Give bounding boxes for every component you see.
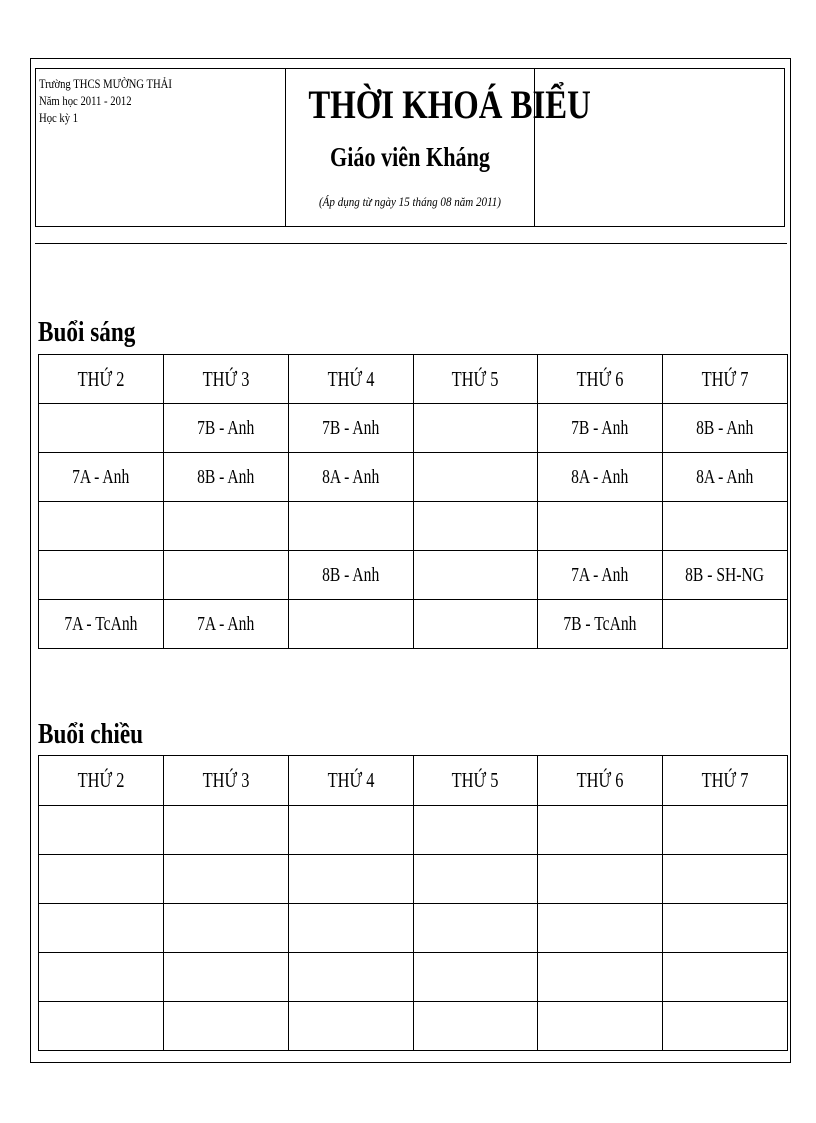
school-info [36, 69, 286, 226]
schedule-cell [289, 453, 414, 502]
schedule-cell [289, 953, 414, 1002]
day-header [414, 756, 538, 806]
class-subject: 7B - Anh [322, 416, 380, 439]
effective-date-note: (Áp dụng từ ngày 15 tháng 08 năm 2011) [318, 194, 501, 209]
schedule-cell [164, 855, 289, 904]
schedule-cell [289, 600, 414, 649]
schedule-cell [164, 502, 289, 551]
day-header [414, 355, 538, 404]
day-header [663, 355, 788, 404]
class-subject: 8B - Anh [322, 563, 380, 586]
schedule-cell [538, 502, 663, 551]
afternoon-label: Buổi chiều [38, 718, 144, 750]
day-header [663, 756, 788, 806]
day-header [289, 756, 414, 806]
schedule-cell [289, 806, 414, 855]
schedule-cell [538, 904, 663, 953]
schedule-cell [289, 404, 414, 453]
day-header-label: THỨ 4 [327, 768, 375, 792]
schedule-cell [39, 404, 164, 453]
table-row [39, 453, 788, 502]
schedule-cell [663, 551, 788, 600]
schedule-cell [538, 453, 663, 502]
day-header-label: THỨ 7 [701, 366, 749, 391]
day-header [164, 355, 289, 404]
class-subject: 7B - TcAnh [563, 612, 637, 635]
table-row [39, 806, 788, 855]
schedule-cell [414, 600, 538, 649]
title-block [286, 69, 591, 226]
school-name: Trường THCS MƯỜNG THẢI [39, 76, 172, 91]
afternoon-header-row [39, 756, 788, 806]
schedule-cell [663, 1002, 788, 1051]
class-subject: 7A - Anh [72, 465, 130, 488]
schedule-cell [663, 953, 788, 1002]
schedule-cell [663, 404, 788, 453]
schedule-cell [39, 453, 164, 502]
schedule-cell [289, 855, 414, 904]
schedule-cell [663, 855, 788, 904]
day-header-label: THỨ 3 [202, 768, 250, 792]
class-subject: 8B - Anh [197, 465, 255, 488]
schedule-cell [164, 600, 289, 649]
table-row [39, 855, 788, 904]
semester: Học kỳ 1 [39, 110, 79, 125]
afternoon-schedule-table [38, 755, 788, 1051]
day-header-label: THỨ 6 [576, 768, 624, 792]
schedule-cell [538, 1002, 663, 1051]
schedule-cell [414, 453, 538, 502]
schedule-cell [538, 855, 663, 904]
schedule-cell [164, 904, 289, 953]
day-header-label: THỨ 4 [327, 366, 375, 391]
schedule-cell [414, 855, 538, 904]
morning-body [39, 404, 788, 649]
schedule-cell [663, 600, 788, 649]
schedule-cell [39, 502, 164, 551]
day-header-label: THỨ 6 [576, 366, 624, 391]
schedule-cell [289, 502, 414, 551]
morning-schedule-table [38, 354, 788, 649]
schedule-cell [289, 551, 414, 600]
day-header [39, 355, 164, 404]
schedule-cell [164, 551, 289, 600]
schedule-cell [414, 806, 538, 855]
class-subject: 8A - Anh [696, 465, 754, 488]
class-subject: 8B - SH-NG [685, 563, 765, 586]
day-header-label: THỨ 7 [701, 768, 749, 792]
class-subject: 8A - Anh [571, 465, 629, 488]
table-row [39, 600, 788, 649]
day-header-label: THỨ 3 [202, 366, 250, 391]
morning-header-row [39, 355, 788, 404]
table-row [39, 904, 788, 953]
schedule-cell [414, 551, 538, 600]
schedule-cell [414, 953, 538, 1002]
day-header-label: THỨ 2 [77, 768, 125, 792]
class-subject: 7A - Anh [571, 563, 629, 586]
class-subject: 8A - Anh [322, 465, 380, 488]
schedule-cell [414, 502, 538, 551]
schedule-cell [39, 806, 164, 855]
table-row [39, 953, 788, 1002]
morning-label: Buổi sáng [38, 316, 136, 348]
schedule-cell [164, 453, 289, 502]
schedule-cell [538, 551, 663, 600]
day-header-label: THỨ 5 [452, 768, 499, 792]
schedule-cell [39, 904, 164, 953]
day-header-label: THỨ 5 [452, 366, 499, 391]
table-row [39, 404, 788, 453]
day-header [538, 756, 663, 806]
schedule-cell [663, 453, 788, 502]
table-row [39, 502, 788, 551]
schedule-cell [39, 1002, 164, 1051]
schedule-cell [164, 953, 289, 1002]
class-subject: 7B - Anh [571, 416, 629, 439]
day-header [164, 756, 289, 806]
schedule-cell [414, 1002, 538, 1051]
schedule-cell [164, 404, 289, 453]
table-row [39, 551, 788, 600]
schedule-cell [663, 806, 788, 855]
day-header [538, 355, 663, 404]
schedule-cell [538, 404, 663, 453]
schedule-cell [39, 855, 164, 904]
schedule-cell [663, 904, 788, 953]
schedule-cell [289, 904, 414, 953]
schedule-cell [164, 806, 289, 855]
schedule-cell [39, 551, 164, 600]
afternoon-body [39, 806, 788, 1051]
schedule-cell [414, 904, 538, 953]
divider [35, 243, 787, 244]
header-box [35, 68, 785, 227]
schedule-cell [663, 502, 788, 551]
schedule-cell [538, 953, 663, 1002]
class-subject: 8B - Anh [696, 416, 754, 439]
schedule-cell [538, 600, 663, 649]
class-subject: 7A - Anh [197, 612, 255, 635]
schedule-cell [39, 953, 164, 1002]
page-title: THỜI KHOÁ BIỂU [308, 82, 591, 127]
day-header [289, 355, 414, 404]
teacher-name: Giáo viên Kháng [330, 142, 490, 172]
schedule-cell [538, 806, 663, 855]
day-header [39, 756, 164, 806]
schedule-cell [164, 1002, 289, 1051]
schedule-cell [289, 1002, 414, 1051]
schedule-cell [39, 600, 164, 649]
day-header-label: THỨ 2 [77, 366, 125, 391]
class-subject: 7A - TcAnh [64, 612, 138, 635]
table-row [39, 1002, 788, 1051]
class-subject: 7B - Anh [197, 416, 255, 439]
school-year: Năm học 2011 - 2012 [39, 93, 132, 108]
schedule-cell [414, 404, 538, 453]
